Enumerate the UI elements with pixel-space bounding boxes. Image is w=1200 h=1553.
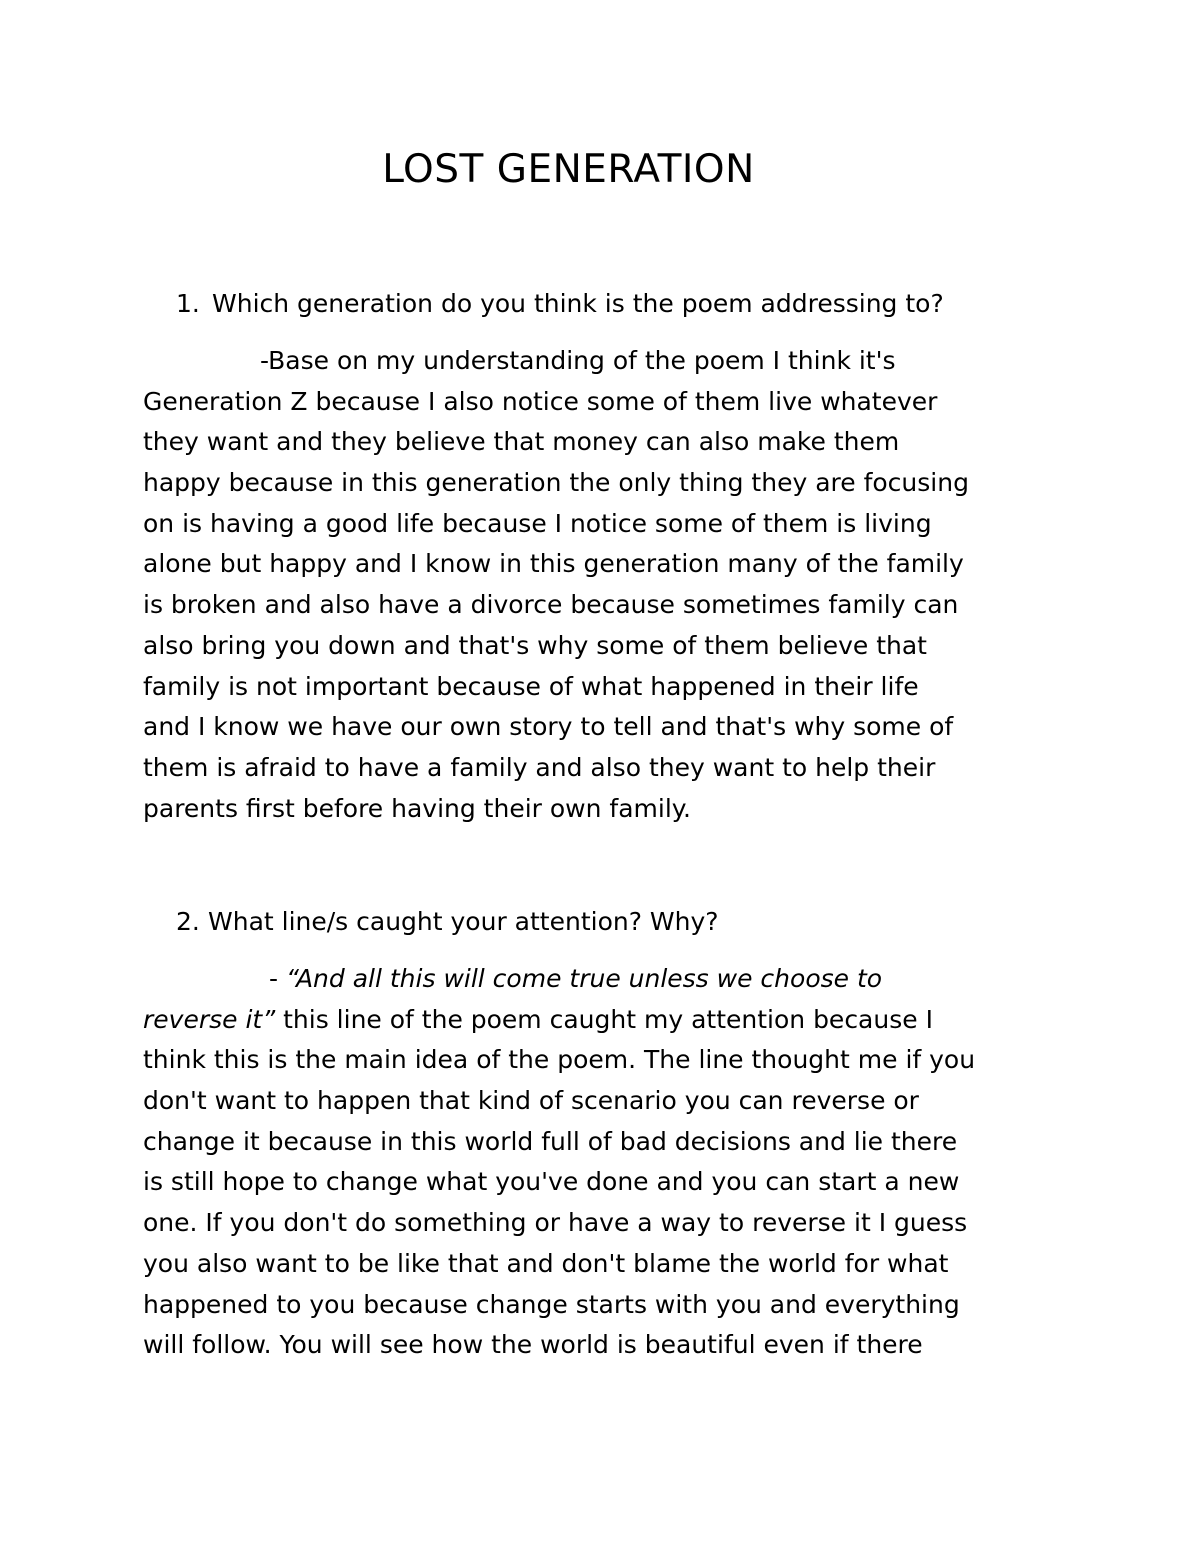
answer-line: you also want to be like that and don't blame the world for what [143,1248,949,1278]
answer-line-quote-start [143,959,1083,1000]
answer-line: them is afraid to have a family and also they want to help their [143,752,936,782]
answer-text: this line of the poem caught my attention because I [275,1004,933,1034]
answer-2 [143,959,1083,1366]
answer-line: on is having a good life because I notice some of them is living [143,508,932,538]
question-number: 1. [176,289,200,318]
question-2 [176,904,719,940]
answer-line: think this is the main idea of the poem. The line thought me if you [143,1045,976,1075]
question-text: Which generation do you think is the poem addressing to? [212,289,944,318]
answer-line: is broken and also have a divorce because sometimes family can [143,590,959,620]
answer-line: also bring you down and that's why some of them believe that [143,630,927,660]
answer-line: happened to you because change starts with you and everything [143,1289,960,1319]
answer-line: is still hope to change what you've done and you can start a new [143,1167,960,1197]
answer-line: change it because in this world full of bad decisions and lie there [143,1126,958,1156]
answer-line-quote-end [143,1000,1083,1041]
answer-line: will follow. You will see how the world is beautiful even if there [143,1330,923,1360]
answer-line: Generation Z because I also notice some of them live whatever [143,386,938,416]
answer-1 [143,341,1083,829]
dash-prefix: - [269,964,286,993]
question-number: 2. [176,907,200,936]
answer-line: and I know we have our own story to tell and that's why some of [143,712,954,742]
question-text: What line/s caught your attention? Why? [208,907,719,936]
quoted-line: “And all this will come true unless we choose to [285,964,883,993]
answer-line: parents first before having their own family. [143,793,691,823]
answer-line: one. If you don't do something or have a way to reverse it I guess [143,1208,968,1238]
answer-line: they want and they believe that money can also make them [143,427,900,457]
answer-line: family is not important because of what happened in their life [143,671,919,701]
question-1 [176,286,944,322]
answer-line: happy because in this generation the only thing they are focusing [143,468,969,498]
quoted-line: reverse it” [143,1004,276,1034]
answer-line: don't want to happen that kind of scenario you can reverse or [143,1086,919,1116]
answer-line: alone but happy and I know in this generation many of the family [143,549,964,579]
document-title: LOST GENERATION [382,147,755,192]
answer-line: -Base on my understanding of the poem I think it's [260,346,896,375]
